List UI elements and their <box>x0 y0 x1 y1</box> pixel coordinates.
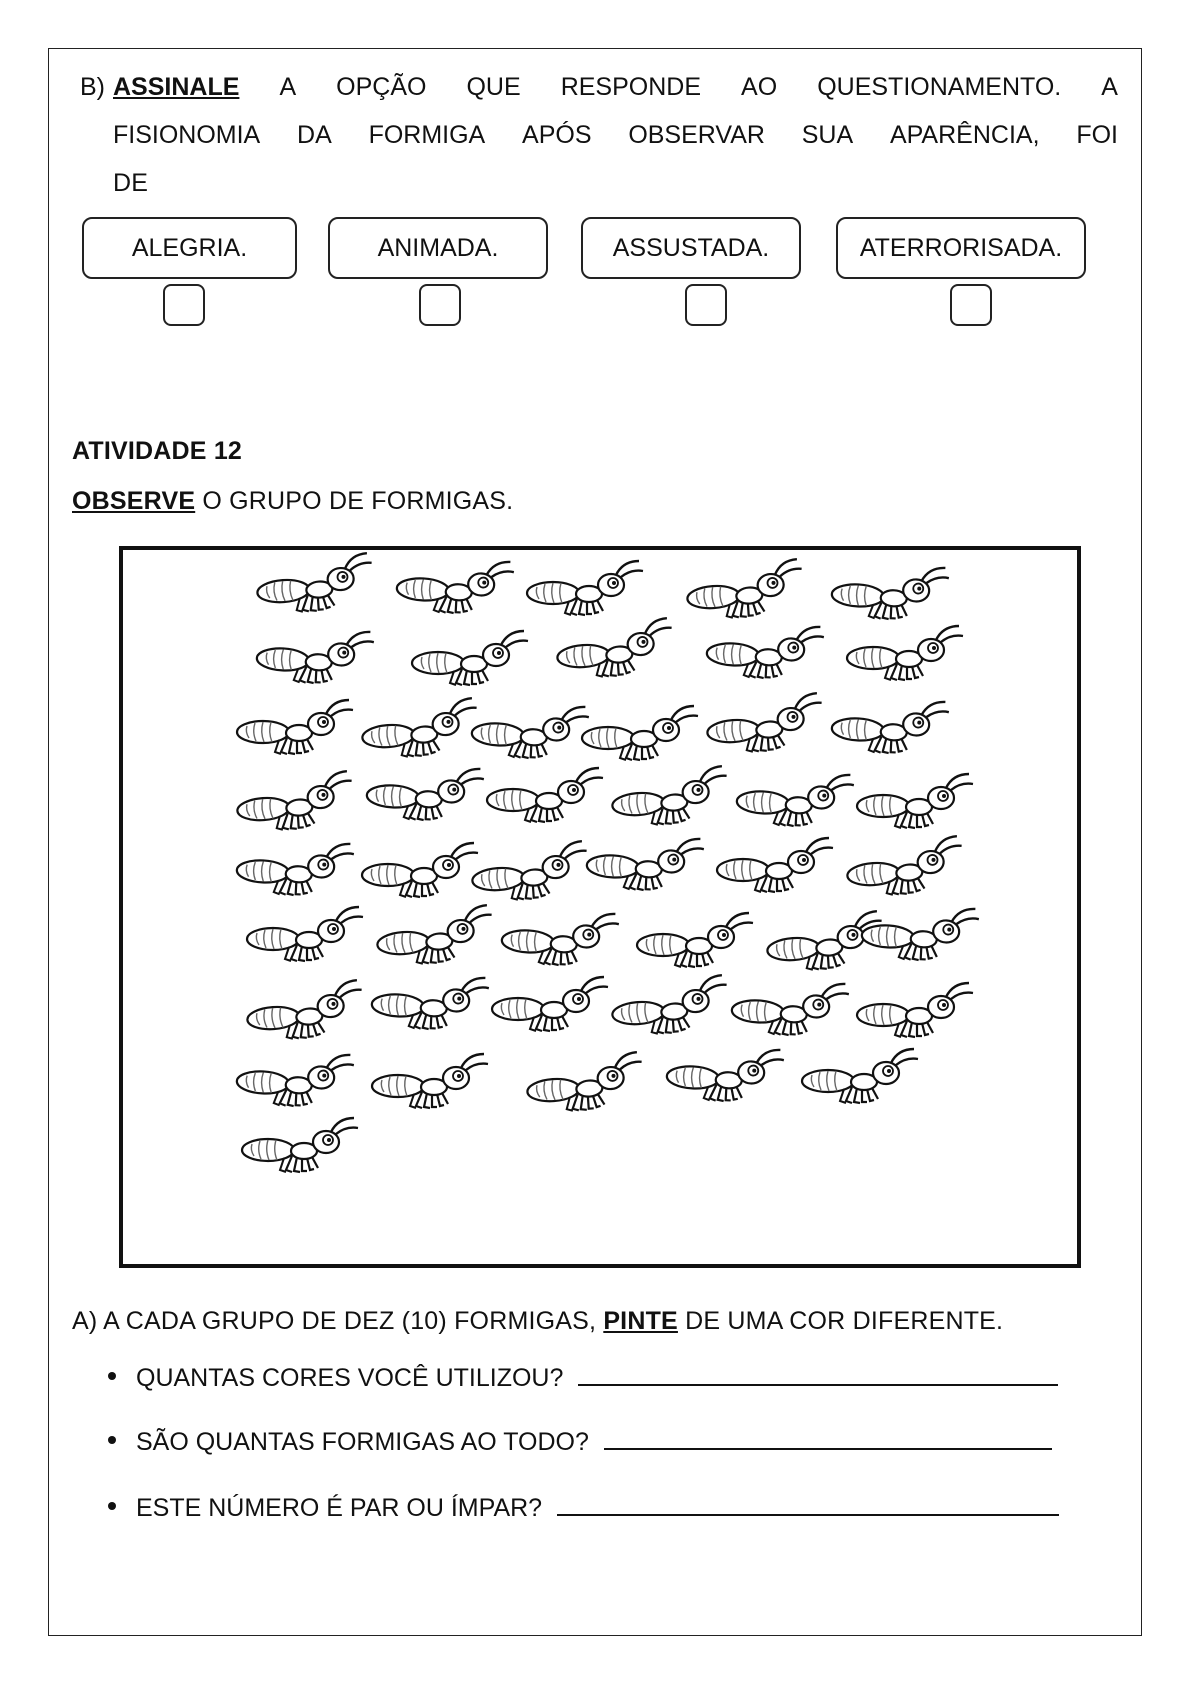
activity-instruction: OBSERVE O GRUPO DE FORMIGAS. <box>72 487 514 515</box>
ant-icon <box>372 1054 488 1108</box>
ant-icon <box>256 626 375 686</box>
ant-icon <box>487 768 603 822</box>
ant-icon <box>236 1049 355 1109</box>
ant-icon <box>831 696 950 756</box>
checkbox-alegria[interactable] <box>163 284 205 326</box>
ant-icon <box>705 693 824 755</box>
option-animada: ANIMADA. <box>328 217 548 279</box>
checkbox-assustada[interactable] <box>685 284 727 326</box>
ant-icon <box>586 833 705 893</box>
ant-icon <box>861 903 980 963</box>
ant-icon <box>237 700 353 754</box>
question-b-label: B) <box>80 73 105 101</box>
ant-icon <box>255 553 374 615</box>
question-b-line-2: FISIONOMIA DA FORMIGA APÓS OBSERVAR SUA APARÊNCIA, FOI <box>113 121 1118 149</box>
ant-icon <box>470 841 589 903</box>
ant-group-illustration <box>123 550 1077 1264</box>
ant-icon <box>360 698 479 760</box>
question-b-line-3: DE <box>113 169 149 197</box>
bullet-even-odd: ESTE NÚMERO É PAR OU ÍMPAR? <box>108 1492 1059 1523</box>
ant-icon <box>610 975 729 1037</box>
ant-icon <box>525 1052 644 1114</box>
ant-icon <box>845 836 964 898</box>
ant-icon <box>492 977 608 1031</box>
bullet-total-ants: SÃO QUANTAS FORMIGAS AO TODO? <box>108 1426 1052 1457</box>
ant-icon <box>685 559 804 621</box>
ant-icon <box>831 562 950 622</box>
ant-icon <box>396 556 515 616</box>
ant-icon <box>245 980 364 1042</box>
activity-title: ATIVIDADE 12 <box>72 437 243 465</box>
ant-icon <box>736 769 855 829</box>
answer-blank-total[interactable] <box>604 1426 1052 1450</box>
ant-icon <box>235 771 354 833</box>
ant-icon <box>637 913 753 967</box>
option-alegria: ALEGRIA. <box>82 217 297 279</box>
ant-icon <box>527 561 643 615</box>
ant-icon <box>582 706 698 760</box>
checkbox-aterrorisada[interactable] <box>950 284 992 326</box>
ant-icon <box>471 701 590 761</box>
ant-icon <box>666 1044 785 1104</box>
answer-blank-even-odd[interactable] <box>557 1492 1059 1516</box>
ant-icon <box>371 972 490 1032</box>
ant-icon <box>802 1049 918 1103</box>
ant-icon <box>247 907 363 961</box>
bullet-dot <box>108 1372 116 1380</box>
ant-icon <box>706 621 825 681</box>
question-b-verb: ASSINALE <box>113 73 240 101</box>
checkbox-animada[interactable] <box>419 284 461 326</box>
bullet-colors-used: QUANTAS CORES VOCÊ UTILIZOU? <box>108 1362 1058 1393</box>
instruction-verb: OBSERVE <box>72 487 196 515</box>
bullet-dot <box>108 1502 116 1510</box>
question-a: A) A CADA GRUPO DE DEZ (10) FORMIGAS, PINTE DE UMA COR DIFERENTE. <box>72 1307 1004 1335</box>
ant-icon <box>555 618 674 680</box>
answer-blank-colors[interactable] <box>578 1362 1058 1386</box>
ant-icon <box>501 908 620 968</box>
ant-icon <box>731 978 850 1038</box>
question-a-verb: PINTE <box>603 1307 678 1335</box>
option-aterrorisada: ATERRORISADA. <box>836 217 1086 279</box>
ant-icon <box>375 905 494 967</box>
bullet-dot <box>108 1436 116 1444</box>
ant-icon <box>847 626 963 680</box>
ant-icon <box>857 774 973 828</box>
ant-icon <box>236 838 355 898</box>
ant-icon <box>242 1118 358 1172</box>
ant-icon <box>717 838 833 892</box>
ant-icon <box>610 766 729 828</box>
question-b-line-1: ASSINALE A OPÇÃO QUE RESPONDE AO QUESTIONAMENTO. A <box>113 73 1118 101</box>
ant-picture-frame <box>119 546 1081 1268</box>
ant-icon <box>362 843 478 897</box>
option-assustada: ASSUSTADA. <box>581 217 801 279</box>
ant-icon <box>366 763 485 823</box>
ant-icon <box>412 631 528 685</box>
ant-icon <box>857 983 973 1037</box>
